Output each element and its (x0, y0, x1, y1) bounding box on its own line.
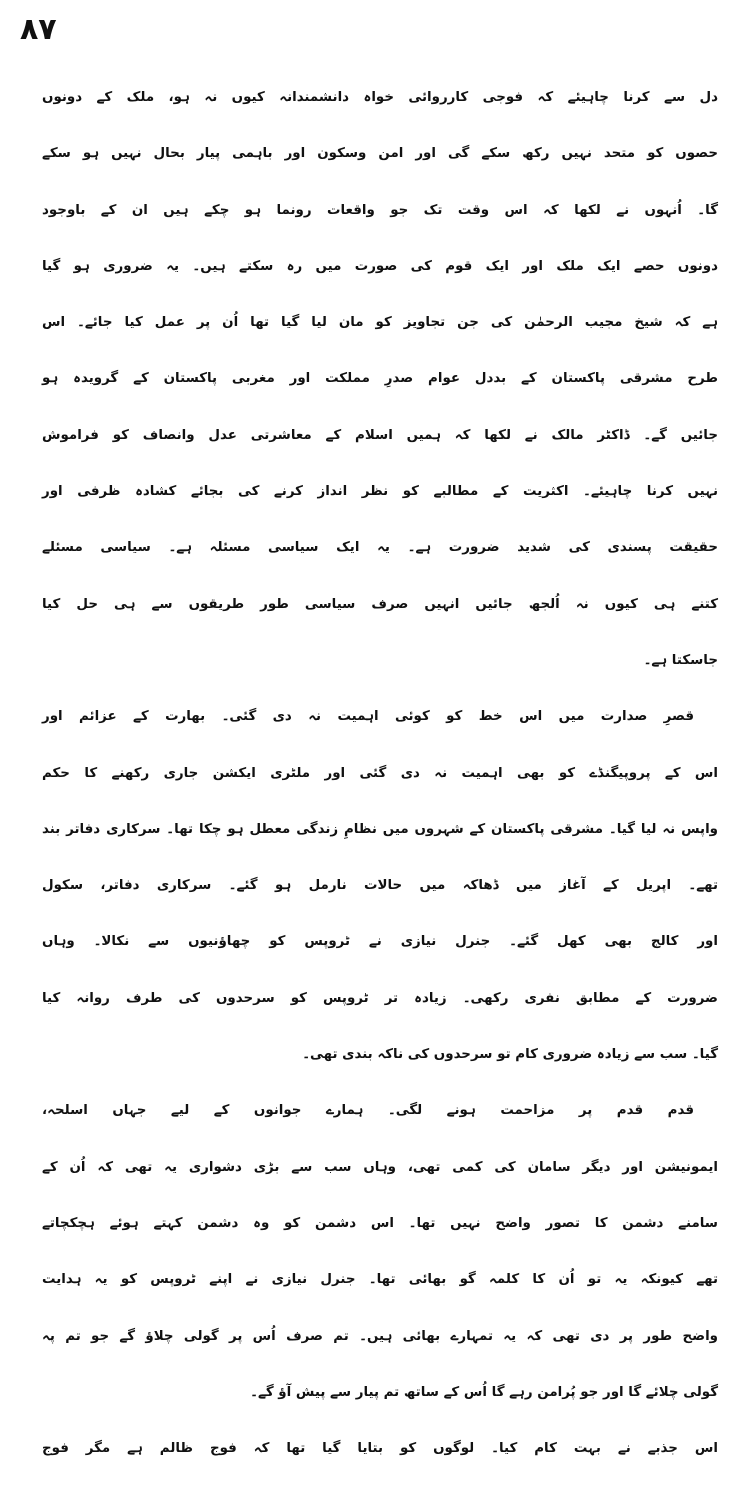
text-line: ہے کہ شیخ مجیب الرحمٰن کی جن تجاویز کو مان لیا گیا تھا اُن پر عمل کیا جائے۔ اس (42, 315, 718, 331)
text-line: قدم قدم پر مزاحمت ہونے لگی۔ ہمارے جوانوں کے لیے جہاں اسلحہ، (42, 1103, 694, 1119)
text-line: کتنے ہی کیوں نہ اُلجھ جائیں انہیں صرف سیاسی طور طریقوں سے ہی حل کیا (42, 596, 718, 612)
page-number: ۸۷ (20, 12, 57, 47)
text-line: دل سے کرنا چاہیئے کہ فوجی کارروائی خواہ دانشمندانہ کیوں نہ ہو، ملک کے دونوں (42, 90, 718, 105)
text-line: اس کے پروپیگنڈے کو بھی اہمیت نہ دی گئی اور ملٹری ایکشن جاری رکھنے کا حکم (42, 765, 718, 781)
paragraph (42, 70, 718, 689)
text-line: گا۔ اُنہوں نے لکھا کہ اس وقت تک جو واقعات رونما ہو چکے ہیں ان کے باوجود (42, 202, 718, 218)
text-line: اور کالج بھی کھل گئے۔ جنرل نیازی نے ٹروپس کو چھاؤنیوں سے نکالا۔ وہاں (42, 934, 718, 950)
text-line: حصوں کو متحد نہیں رکھ سکے گی اور امن وسکون اور باہمی پیار بحال نہیں ہو سکے (42, 146, 718, 162)
text-line: سامنے دشمن کا تصور واضح نہیں تھا۔ اس دشمن کو وہ دشمن کہتے ہوئے ہچکچاتے (42, 1215, 718, 1231)
text-line: دونوں حصے ایک ملک اور ایک قوم کی صورت میں رہ سکتے ہیں۔ یہ ضروری ہو گیا (42, 258, 718, 274)
paragraph (42, 1083, 718, 1477)
text-line: ایمونیشن اور دیگر سامان کی کمی تھی، وہاں سب سے بڑی دشواری یہ تھی کہ اُن کے (42, 1159, 718, 1175)
text-line: گولی چلائے گا اور جو پُرامن رہے گا اُس کے ساتھ تم پیار سے پیش آؤ گے۔ (250, 1384, 718, 1400)
paragraph (42, 689, 718, 1083)
page-body (42, 70, 718, 1477)
text-line: گیا۔ سب سے زیادہ ضروری کام تو سرحدوں کی ناکہ بندی تھی۔ (302, 1047, 718, 1063)
text-line: واپس نہ لیا گیا۔ مشرقی پاکستان کے شہروں میں نظامِ زندگی معطل ہو چکا تھا۔ سرکاری دفاتر بند (42, 821, 718, 837)
text-line: قصرِ صدارت میں اس خط کو کوئی اہمیت نہ دی گئی۔ بھارت کے عزائم اور (42, 709, 694, 725)
text-line: اس جذبے نے بہت کام کیا۔ لوگوں کو بتایا گیا تھا کہ فوج ظالم ہے مگر فوج (42, 1441, 718, 1457)
text-line: نہیں کرنا چاہیئے۔ اکثریت کے مطالبے کو نظر انداز کرنے کی بجائے کشادہ ظرفی اور (42, 484, 718, 500)
text-line: تھے کیونکہ یہ تو اُن کا کلمہ گو بھائی تھا۔ جنرل نیازی نے اپنے ٹروپس کو یہ ہدایت (42, 1272, 718, 1288)
text-line: ضرورت کے مطابق نفری رکھی۔ زیادہ تر ٹروپس کو سرحدوں کی طرف روانہ کیا (42, 990, 718, 1006)
text-line: تھے۔ اپریل کے آغاز میں ڈھاکہ میں حالات نارمل ہو گئے۔ سرکاری دفاتر، سکول (42, 878, 718, 894)
text-line: حقیقت پسندی کی شدید ضرورت ہے۔ یہ ایک سیاسی مسئلہ ہے۔ سیاسی مسئلے (42, 540, 718, 556)
text-line: واضح طور پر دی تھی کہ یہ تمہارے بھائی ہیں۔ تم صرف اُس پر گولی چلاؤ گے جو تم پہ (42, 1328, 718, 1344)
text-line: جائیں گے۔ ڈاکٹر مالک نے لکھا کہ ہمیں اسلام کے معاشرتی عدل وانصاف کو فراموش (42, 427, 718, 443)
text-line: طرح مشرقی پاکستان کے بددل عوام صدرِ مملکت اور مغربی پاکستان کے گرویدہ ہو (42, 371, 718, 387)
text-line: جاسکتا ہے۔ (643, 652, 718, 668)
